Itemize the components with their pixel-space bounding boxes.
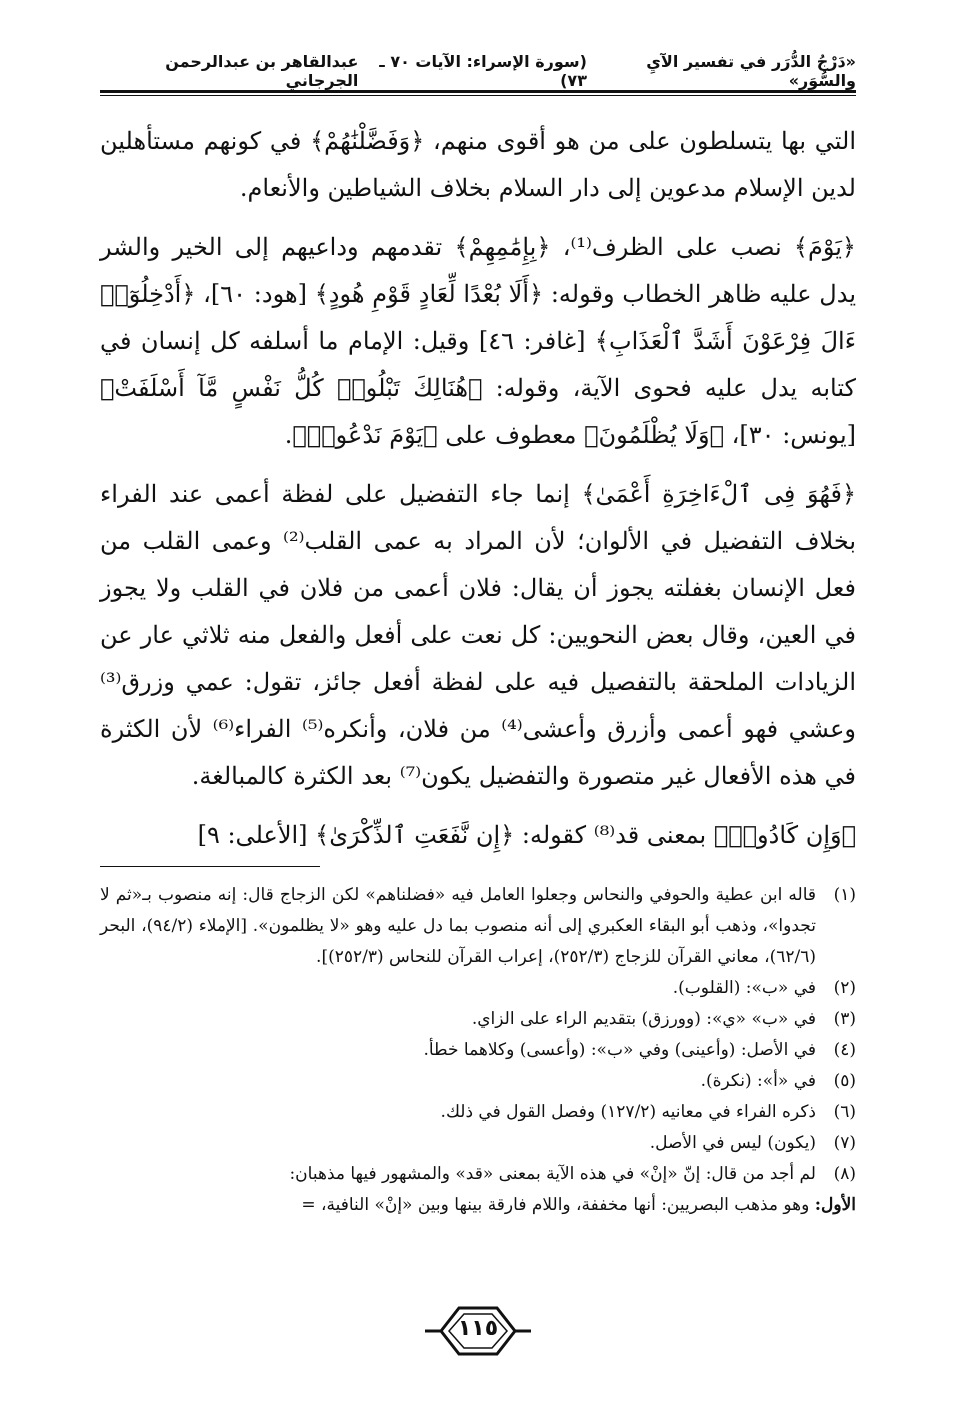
footnote (100, 1097, 856, 1128)
footnote-separator (100, 866, 320, 867)
footnote (100, 1035, 856, 1066)
footnote-number: (٧) (833, 1133, 856, 1153)
footnote (100, 880, 856, 973)
continuation-text: وهو مذهب البصريين: أنها مخففة، واللام فارقة بينها وبين «إنْ» النافية، = (301, 1195, 810, 1215)
footnote-number: (٣) (833, 1009, 856, 1029)
continuation-label: الأول: (814, 1195, 856, 1215)
footnote (100, 1159, 856, 1190)
paragraph-2: ﴿يَوْمَ﴾ نصب على الظرف⁽¹⁾، ﴿بِإِمَٰمِهِمْ﴾ تقدمهم وداعيهم إلى الخير والشر يدل عليه ظاهر الخطاب وقوله: ﴿أَلَا بُعْدًا لِّعَادٍ قَوْمِ هُودٍ﴾ [هود: ٦٠]، ﴿أَدْخِلُوٓا۟ ءَالَ فِرْعَوْنَ أَشَدَّ ٱلْعَذَابِ﴾ [غافر: ٤٦] وقيل: الإمام ما أسلفه كل إنسان في كتابه يدل عليه فحوى الآية، وقوله: ﴿هُنَالِكَ تَبْلُوا۟ كُلُّ نَفْسٍ مَّآ أَسْلَفَتْ﴾ [يونس: ٣٠]، ﴿وَلَا يُظْلَمُونَ﴾ معطوف على ﴿يَوْمَ نَدْعُوا۟﴾. (100, 233, 857, 449)
footnote-text: في «ب»: (القلوب). (672, 978, 816, 998)
footnote (100, 1128, 856, 1159)
author-name: عبدالقاهر بن عبدالرحمن الجرجاني (165, 52, 359, 90)
footnote-text: في «أ»: (نكرة). (700, 1071, 816, 1091)
footnote (100, 973, 856, 1004)
paragraph-3: ﴿فَهُوَ فِى ٱلْءَاخِرَةِ أَعْمَىٰ﴾ إنما جاء التفضيل على لفظة أعمى عند الفراء بخلاف التفضيل في الألوان؛ لأن المراد به عمى القلب⁽²⁾ وعمى القلب من فعل الإنسان بغفلته يجوز أن يقال: فلان أعمى من فلان في القلب ولا يجوز في العين، وقال بعض النحويين: كل نعت على أفعل والفعل منه ثلاثي عار عن الزيادات الملحقة بالتفصيل فيه على لفظة أفعل جائز، تقول: عمي وزرق⁽³⁾ وعشي فهو أعمى وأزرق وأعشى⁽⁴⁾ من فلان، وأنكره⁽⁵⁾ الفراء⁽⁶⁾ لأن الكثرة في هذه الأفعال غير متصورة والتفضيل يكون⁽⁷⁾ بعد الكثرة كالمبالغة. (100, 480, 857, 790)
footnotes (100, 880, 856, 1221)
book-title: «دَرْجُ الدُّرَر في تفسير الآيِ والسُّوَر» (646, 52, 856, 90)
footnote-number: (٤) (833, 1040, 856, 1060)
header-rule-thin (100, 95, 856, 96)
footnote-text: في «ب» «ي»: (وورزق) بتقديم الراء على الزاي. (471, 1009, 816, 1029)
footnote-text: ذكره الفراء في معانيه (١٢٧/٢) وفصل القول في ذلك. (440, 1102, 816, 1122)
footnote-number: (٦) (833, 1102, 856, 1122)
footnote-number: (٢) (833, 978, 856, 998)
footnote-number: (١) (833, 885, 856, 905)
footnote-text: (يكون) ليس في الأصل. (649, 1133, 816, 1153)
footnote-continuation (100, 1190, 856, 1221)
footnote (100, 1066, 856, 1097)
page-number: ١١٥ (457, 1316, 499, 1341)
header-rule (100, 90, 856, 93)
footnote (100, 1004, 856, 1035)
section-title: (سورة الإسراء: الآيات ٧٠ ـ ٧٣) (379, 52, 587, 90)
footnote-text: في الأصل: (وأعينى) وفي «ب»: (وأعسى) وكلاهما خطأ. (423, 1040, 816, 1060)
paragraph-4: ﴿وَإِن كَادُوا۟﴾ بمعنى قد⁽⁸⁾ كقوله: ﴿إِن نَّفَعَتِ ٱلذِّكْرَىٰ﴾ [الأعلى: ٩] (197, 821, 856, 849)
footnote-text: لم أجد من قال: إنّ «إنْ» في هذه الآية بمعنى «قد» والمشهور فيها مذهبان: (289, 1164, 816, 1184)
main-text (100, 118, 856, 859)
footnote-number: (٥) (833, 1071, 856, 1091)
footnote-number: (٨) (833, 1164, 856, 1184)
footnote-text: قاله ابن عطية والحوفي والنحاس وجعلوا العامل فيه «فضلناهم» لكن الزجاج قال: إنه منصوب بـ«ثم لا تجدوا»، وذهب أبو البقاء العكبري إلى أنه منصوب بما دل عليه وهو «لا يظلمون». [الإملاء (٩٤/٢)، البحر (٦٢/٦)، معاني القرآن للزجاج (٢٥٢/٣)، إعراب القرآن للنحاس (٢٥٢/٣)]. (100, 885, 816, 967)
paragraph-1: التي بها يتسلطون على من هو أقوى منهم، ﴿وَفَضَّلْنَٰهُمْ﴾ في كونهم مستأهلين لدين الإسلام مدعوين إلى دار السلام بخلاف الشياطين والأنعام. (100, 127, 856, 202)
running-header (100, 54, 856, 88)
